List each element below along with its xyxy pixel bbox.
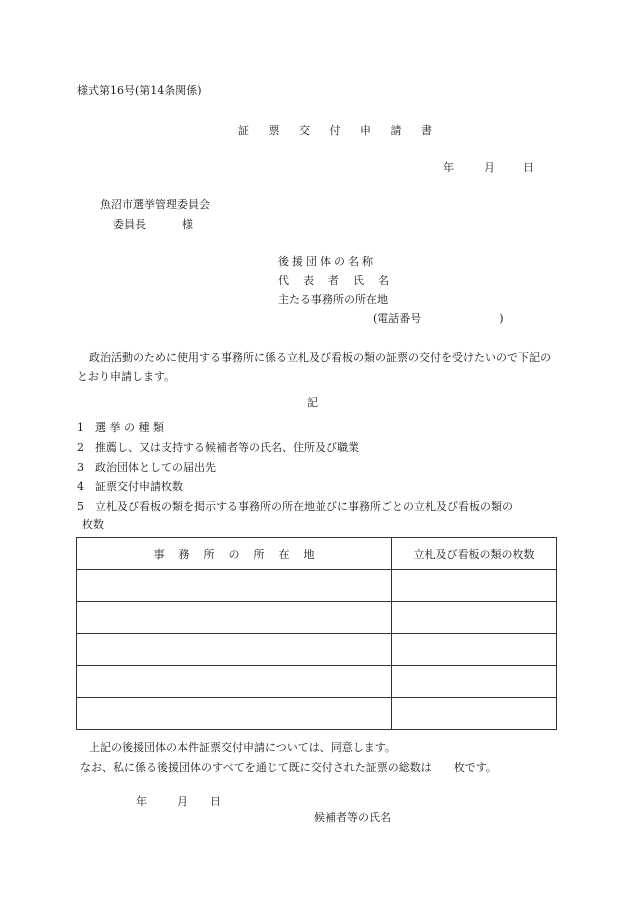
consent-line-2	[80, 761, 497, 775]
office-address-label: 主たる事務所の所在地	[278, 293, 388, 306]
date-month: 月	[484, 161, 495, 174]
addressee-title: 委員長	[113, 218, 146, 231]
addressee-chair	[113, 218, 193, 232]
cell-location	[77, 570, 392, 602]
table-header-row	[77, 538, 557, 570]
addressee-honorific: 様	[182, 218, 193, 231]
representative-label	[278, 274, 389, 288]
phone-close: )	[499, 312, 504, 325]
consent-total-prefix: なお、私に係る後援団体のすべてを通じて既に交付された証票の総数は	[80, 761, 432, 774]
item-number: 5	[77, 500, 84, 513]
item-text: 政治団体としての届出先	[95, 461, 216, 474]
list-item	[77, 461, 216, 475]
cell-count	[392, 666, 557, 698]
form-number: 様式第16号(第14条関係)	[77, 84, 202, 97]
item-text: 立札及び看板の類を掲示する事務所の所在地並びに事務所ごとの立札及び看板の類の	[95, 500, 513, 513]
item-5-continued: 枚数	[82, 518, 104, 531]
table-row	[77, 666, 557, 698]
addressee-organization: 魚沼市選挙管理委員会	[100, 198, 210, 211]
item-number: 3	[77, 461, 84, 474]
table-row	[77, 698, 557, 730]
item-number: 1	[77, 421, 84, 434]
date-day: 日	[523, 161, 534, 174]
document-title: 証 票 交 付 申 請 書	[238, 124, 440, 137]
phone-number-label	[373, 312, 504, 326]
phone-open: (電話番号	[373, 312, 422, 325]
signature-date	[136, 795, 221, 809]
header-office-location: 事務所の所在地	[77, 538, 392, 570]
rep-char: 氏	[353, 274, 364, 287]
list-item	[77, 500, 513, 514]
item-text: 証票交付申請枚数	[95, 480, 183, 493]
rep-char: 表	[303, 274, 314, 287]
table-row	[77, 634, 557, 666]
cell-count	[392, 602, 557, 634]
cell-location	[77, 698, 392, 730]
candidate-name-label: 候補者等の氏名	[314, 811, 391, 824]
table-row	[77, 570, 557, 602]
header-sign-count: 立札及び看板の類の枚数	[392, 538, 557, 570]
cell-location	[77, 602, 392, 634]
item-text: 選 挙 の 種 類	[95, 421, 164, 434]
cell-count	[392, 698, 557, 730]
list-item	[77, 480, 183, 494]
consent-line-1: 上記の後援団体の本件証票交付申請については、同意します。	[89, 741, 396, 754]
request-body-text: 政治活動のために使用する事務所に係る立札及び看板の類の証票の交付を受けたいので下記のとおり申請します。	[77, 351, 551, 383]
item-text: 推薦し、又は支持する候補者等の氏名、住所及び職業	[95, 441, 359, 454]
ki-heading: 記	[307, 396, 318, 409]
rep-char: 名	[378, 274, 389, 287]
cell-location	[77, 666, 392, 698]
application-date	[443, 161, 534, 175]
group-name-label: 後援団体の名称	[278, 255, 376, 268]
date-year: 年	[443, 161, 454, 174]
cell-count	[392, 570, 557, 602]
sign-year: 年	[136, 795, 147, 808]
sign-day: 日	[210, 795, 221, 808]
table-row	[77, 602, 557, 634]
item-number: 4	[77, 480, 84, 493]
sign-month: 月	[177, 795, 188, 808]
cell-location	[77, 634, 392, 666]
consent-total-suffix: 枚です。	[453, 761, 497, 774]
list-item	[77, 441, 359, 455]
list-item	[77, 421, 164, 435]
item-number: 2	[77, 441, 84, 454]
rep-char: 代	[278, 274, 289, 287]
office-signs-table	[76, 537, 557, 730]
rep-char: 者	[328, 274, 339, 287]
cell-count	[392, 634, 557, 666]
